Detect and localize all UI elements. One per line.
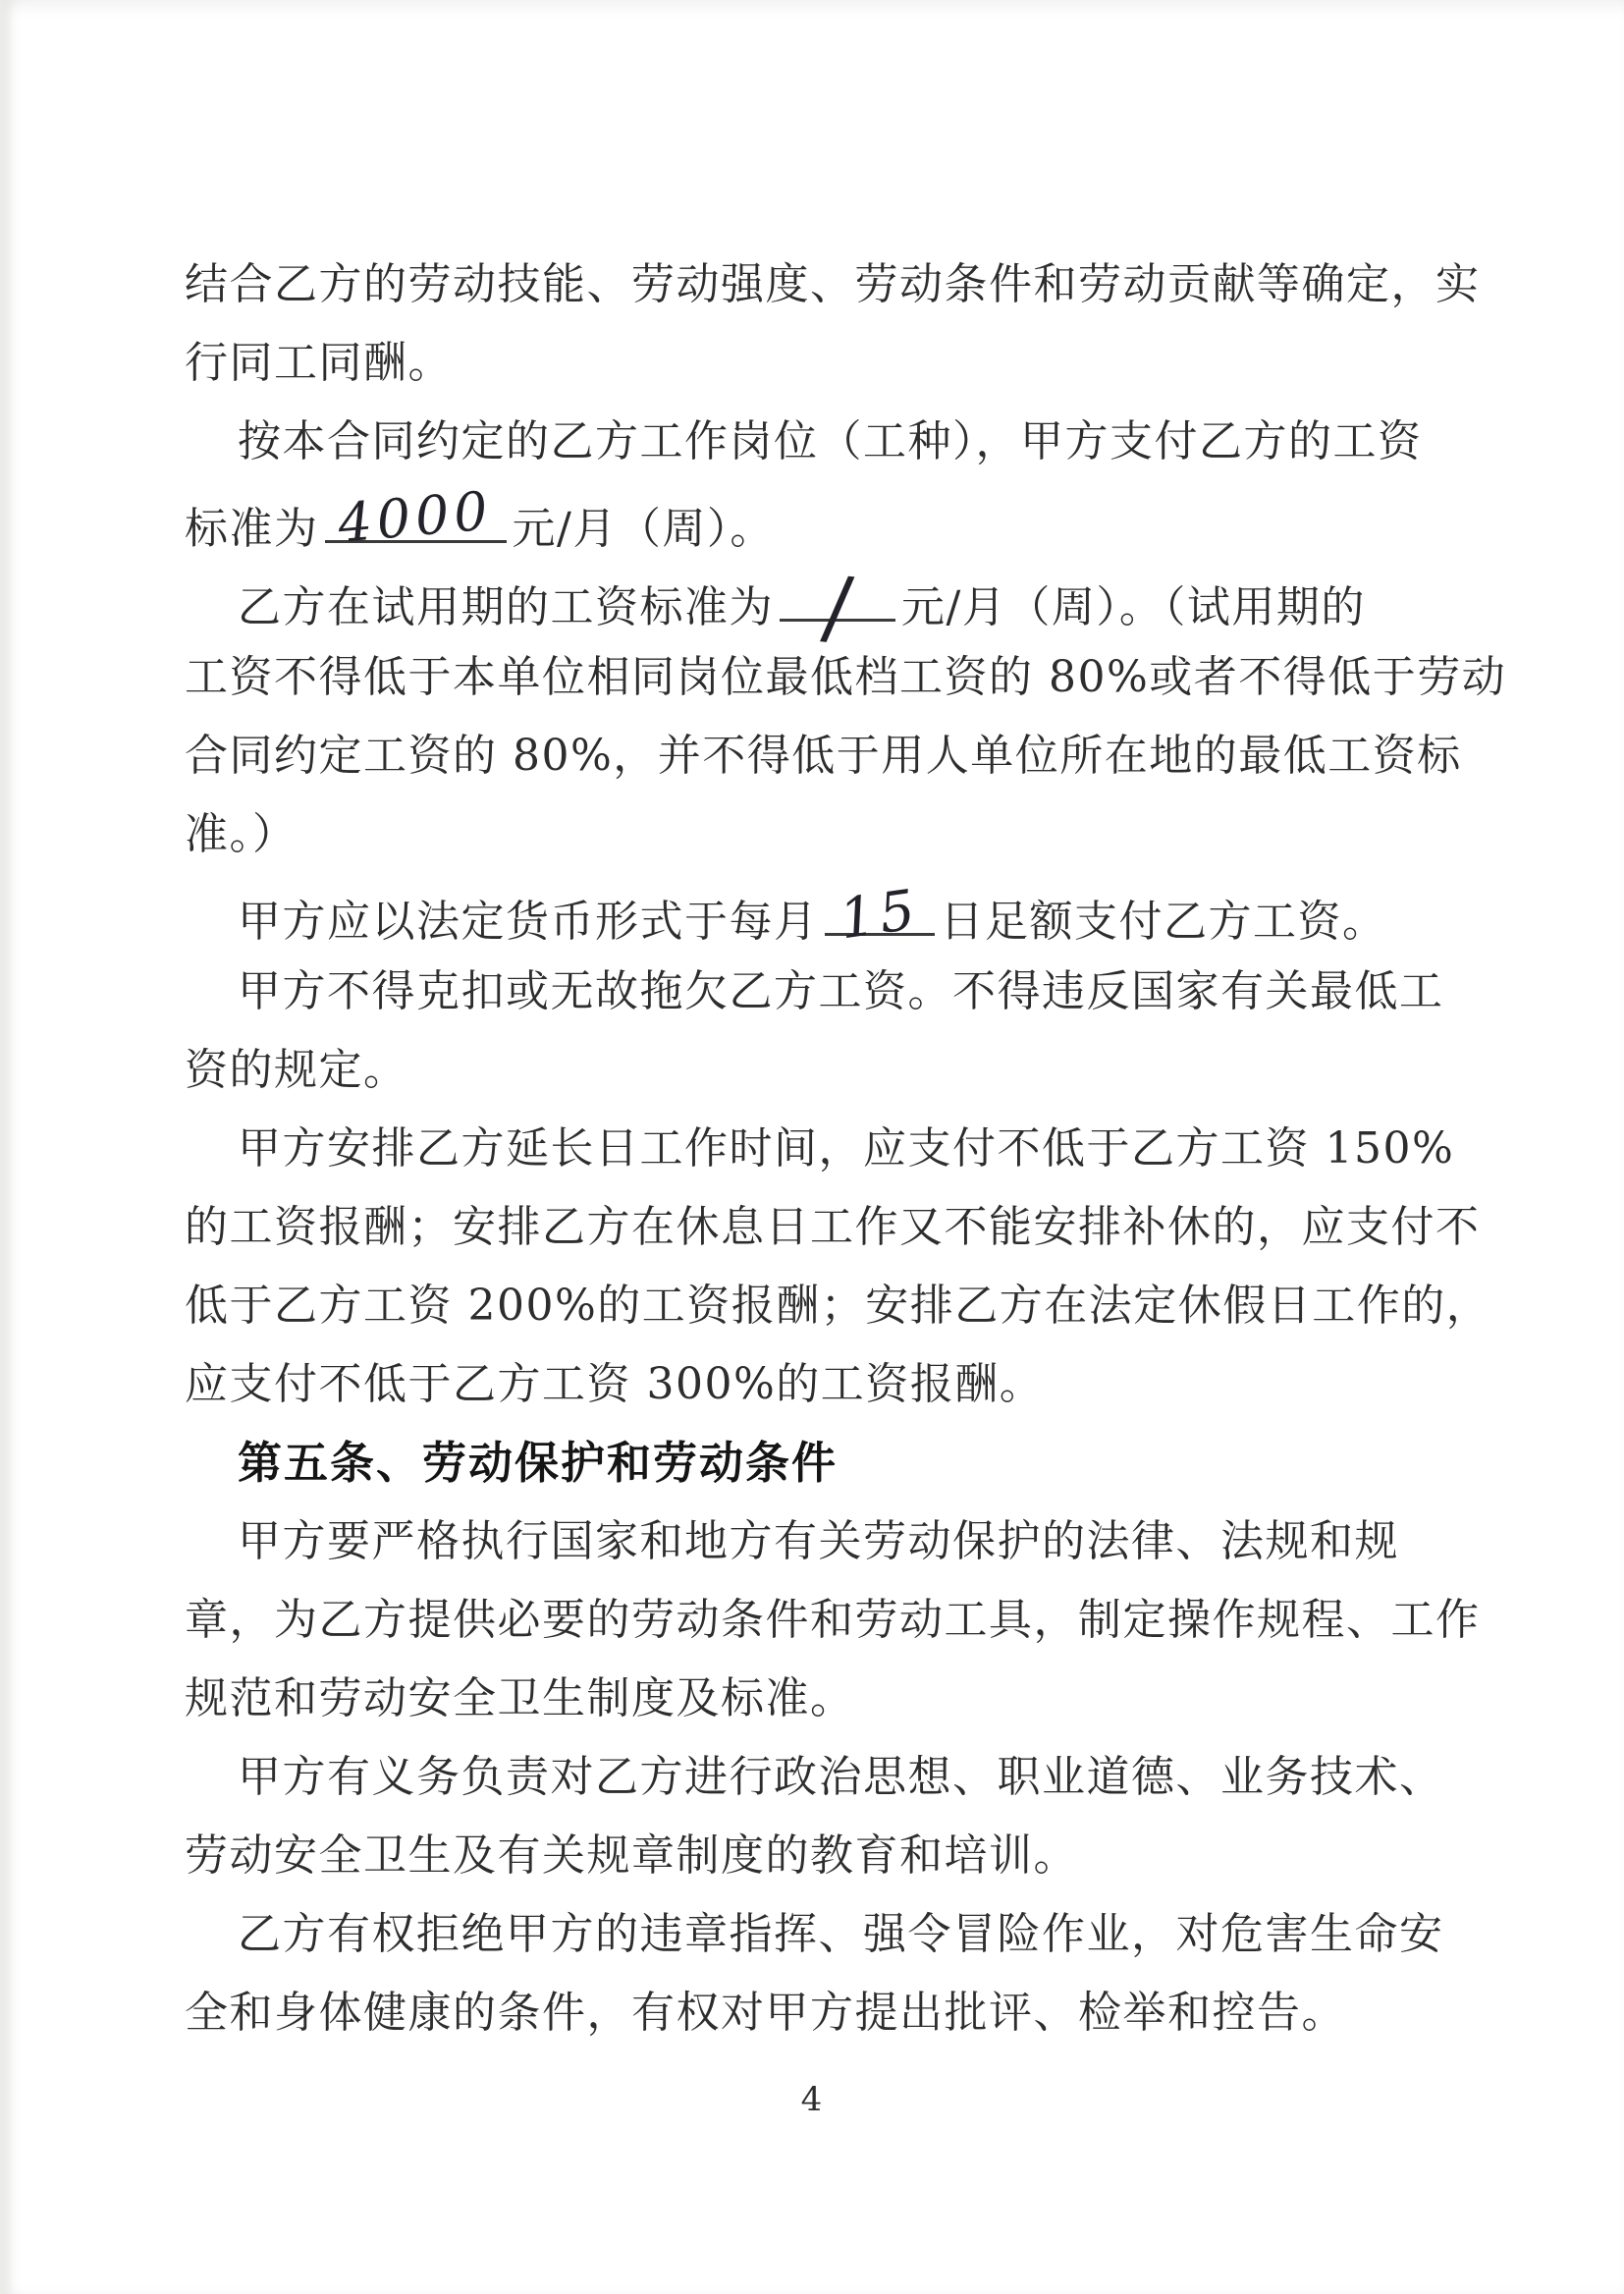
text-run: 的工资报酬；安排乙方在休息日工作又不能安排补休的，应支付不 (185, 1202, 1481, 1252)
text-run: 第五条、劳动保护和劳动条件 (238, 1438, 839, 1488)
document-line (185, 1114, 1483, 1192)
text-run: 劳动安全卫生及有关规章制度的教育和培训。 (185, 1830, 1078, 1881)
document-line (185, 328, 1483, 407)
handwritten-value: 15 (835, 877, 924, 953)
text-run: 资的规定。 (185, 1045, 408, 1095)
text-run: 规范和劳动安全卫生制度及标准。 (185, 1673, 855, 1723)
fill-in-blank-underline (825, 877, 935, 953)
text-run: 按本合同约定的乙方工作岗位（工种），甲方支付乙方的工资 (238, 416, 1423, 466)
text-run: 应支付不低于乙方工资 300%的工资报酬。 (185, 1359, 1045, 1409)
document-line (185, 249, 1483, 328)
document-line (185, 878, 1483, 956)
page-number: 4 (800, 2080, 824, 2119)
document-line (185, 1192, 1483, 1271)
text-run: 章，为乙方提供必要的劳动条件和劳动工具，制定操作规程、工作 (185, 1595, 1481, 1645)
document-line (185, 956, 1483, 1035)
text-run: 元/月（周）。 (512, 504, 775, 554)
document-line (185, 1271, 1491, 1349)
document-line (185, 1506, 1483, 1585)
text-run: 乙方有权拒绝甲方的违章指挥、强令冒险作业，对危害生命安 (238, 1909, 1444, 1959)
document-line (185, 721, 1483, 799)
handwritten-value: / (818, 557, 857, 657)
text-run: 结合乙方的劳动技能、劳动强度、劳动条件和劳动贡献等确定，实 (185, 259, 1481, 309)
document-line (185, 1664, 1483, 1742)
text-run: 甲方应以法定货币形式于每月 (238, 897, 819, 947)
text-run: 元/月（周）。（试用期的 (901, 582, 1366, 632)
section-heading (185, 1428, 1483, 1506)
text-run: 工资不得低于本单位相同岗位最低档工资的 80%或者不得低于劳动 (185, 652, 1507, 702)
text-run: 合同约定工资的 80%，并不得低于用人单位所在地的最低工资标 (185, 731, 1462, 781)
text-run: 准。） (185, 809, 298, 859)
document-line (185, 1035, 1483, 1114)
text-run: 乙方在试用期的工资标准为 (238, 582, 774, 632)
text-run: 低于乙方工资 200%的工资报酬；安排乙方在法定休假日工作的， (185, 1281, 1491, 1331)
document-body (185, 249, 1507, 2056)
document-line (185, 1821, 1483, 1899)
document-line (185, 557, 1483, 657)
text-run: 行同工同酬。 (185, 338, 453, 388)
fill-in-blank-underline (780, 557, 895, 657)
text-run: 全和身体健康的条件，有权对甲方提出批评、检举和控告。 (185, 1988, 1346, 2038)
document-line (185, 1349, 1483, 1428)
text-run: 日足额支付乙方工资。 (940, 897, 1387, 947)
scan-edge-artifact (0, 0, 14, 2294)
document-line (185, 479, 1483, 564)
document-line (185, 407, 1483, 485)
text-run: 标准为 (185, 504, 319, 554)
document-line (185, 1742, 1483, 1821)
fill-in-blank-underline (325, 479, 507, 555)
text-run: 甲方不得克扣或无故拖欠乙方工资。不得违反国家有关最低工 (238, 966, 1444, 1016)
text-run: 甲方要严格执行国家和地方有关劳动保护的法律、法规和规 (238, 1516, 1399, 1566)
document-line (185, 1585, 1483, 1664)
document-line (185, 1978, 1483, 2056)
document-line (185, 1899, 1483, 1978)
text-run: 甲方有义务负责对乙方进行政治思想、职业道德、业务技术、 (238, 1752, 1444, 1802)
handwritten-value: 4000 (335, 479, 496, 555)
text-run: 甲方安排乙方延长日工作时间，应支付不低于乙方工资 150% (238, 1123, 1455, 1174)
document-line (185, 799, 1483, 878)
